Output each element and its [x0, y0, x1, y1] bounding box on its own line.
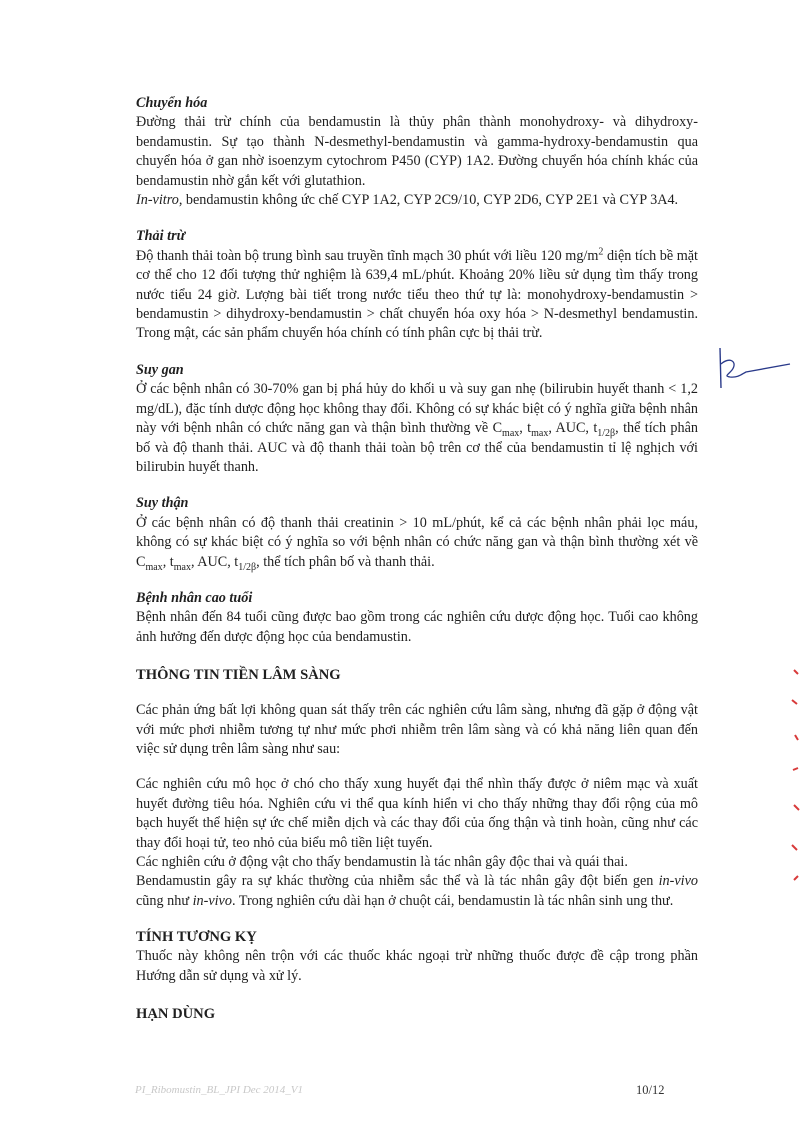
subscript-max: max	[173, 561, 191, 573]
heading-incompatibilities: TÍNH TƯƠNG KỴ	[136, 929, 257, 946]
subscript-max: max	[145, 561, 163, 573]
preclinical-paragraph-3: Các nghiên cứu ở động vật cho thấy bendamustin là tác nhân gây độc thai và quái thai.	[136, 854, 628, 870]
footer-document-code: PI_Ribomustin_BL_JPI Dec 2014_V1	[135, 1084, 304, 1096]
heading-liver-impairment: Suy gan	[136, 361, 184, 378]
preclinical-paragraph-1: Các phản ứng bất lợi không quan sát thấy trên các nghiên cứu lâm sàng, nhưng đã gặp ở động vật với mức phơi nhiễm tương tự như mức phơi nhiễm trên lâm sàng và có khả năng liên quan đến việc sử dụng trên lâm sàng như sau:	[136, 702, 698, 757]
heading-preclinical: THÔNG TIN TIỀN LÂM SÀNG	[136, 667, 341, 684]
kidney-text-2: , t	[162, 553, 174, 570]
liver-text-2: , t	[519, 420, 532, 437]
edge-stamp-marks	[776, 640, 800, 940]
elimination-paragraph	[136, 247, 698, 344]
liver-text-3: , AUC, t	[548, 420, 598, 437]
liver-text-4: , thể tích phân bố và độ thanh thải. AUC và độ thanh thải toàn bộ trên cơ thể của bendamustin tỉ lệ nghịch với bilirubin huyết thanh.	[136, 420, 698, 475]
subscript-max: max	[531, 427, 549, 439]
preclinical-text-a: Bendamustin gây ra sự khác thường của nhiễm sắc thể và là tác nhân gây đột biến gen	[136, 873, 659, 890]
liver-paragraph	[136, 380, 698, 477]
document-body	[136, 94, 698, 1024]
subscript-max: max	[502, 427, 520, 439]
heading-metabolism: Chuyển hóa	[136, 95, 208, 111]
page-number: 10/12	[636, 1083, 665, 1097]
metabolism-invitro-paragraph	[136, 191, 698, 210]
heading-kidney-impairment: Suy thận	[136, 495, 189, 512]
liver-text-1: Ở các bệnh nhân có 30-70% gan bị phá hủy do khối u và suy gan nhẹ (bilirubin huyết thanh < 1,2 mg/dL), đặc tính dược động học không thay đổi. Không có sự khác biệt có ý nghĩa giữa bệnh nhân này với bệnh nhân có chức năng gan và thận bình thường về C	[136, 381, 698, 437]
kidney-text-3: , AUC, t	[190, 553, 239, 570]
elimination-text-2: diện tích bề mặt cơ thể cho 12 đối tượng thử nghiệm là 639,4 mL/phút. Khoảng 20% liều sử dụng tìm thấy trong nước tiểu 24 giờ. Lượng bài tiết trong nước tiểu theo thứ tự là: monohydroxy-bendamustin > bendamustin > dihydroxy-bendamustin > chất chuyển hóa oxy hóa > N-desmethyl bendamustin. Trong mật, các sản phẩm chuyển hóa chính có tính phân cực bị thải trừ.	[136, 247, 699, 342]
subscript-half-life: 1/2β	[238, 561, 257, 573]
kidney-text-1: Ở các bệnh nhân có độ thanh thải creatinin > 10 mL/phút, kể cả các bệnh nhân phải lọc máu, không có sự khác biệt có ý nghĩa so với bệnh nhân có chức năng gan và thận bình thường xét về C	[136, 514, 698, 570]
elimination-text-1: Độ thanh thải toàn bộ trung bình sau truyền tĩnh mạch 30 phút với liều 120 mg/m	[136, 247, 599, 264]
invitro-text: , bendamustin không ức chế CYP 1A2, CYP 2C9/10, CYP 2D6, CYP 2E1 và CYP 3A4.	[178, 192, 679, 209]
invivo-term: in-vivo	[192, 892, 232, 909]
heading-elimination: Thải trừ	[136, 228, 186, 245]
preclinical-paragraph-4	[136, 872, 698, 911]
preclinical-text-e: . Trong nghiên cứu dài hạn ở chuột cái, bendamustin là tác nhân sinh ung thư.	[231, 892, 674, 909]
superscript: 2	[598, 246, 604, 258]
elderly-paragraph: Bệnh nhân đến 84 tuổi cũng được bao gồm trong các nghiên cứu dược động học. Tuổi cao không ảnh hưởng đến dược động học của bendamustin.	[136, 609, 698, 645]
signature-mark	[712, 344, 792, 394]
heading-elderly: Bệnh nhân cao tuổi	[136, 589, 253, 606]
preclinical-text-c: cũng như	[136, 892, 193, 909]
kidney-text-4: , thể tích phân bố và thanh thải.	[256, 553, 435, 570]
heading-shelf-life: HẠN DÙNG	[136, 1006, 216, 1023]
invitro-term: In-vitro	[136, 192, 179, 209]
kidney-paragraph	[136, 514, 698, 572]
metabolism-paragraph: Đường thải trừ chính của bendamustin là thủy phân thành monohydroxy- và dihydroxy-bendamustin. Sự tạo thành N-desmethyl-bendamustin và gamma-hydroxy-bendamustin qua chuyển hóa ở gan nhờ isoenzym cytochrom P450 (CYP) 1A2. Đường chuyển hóa chính khác của bendamustin nhờ gắn kết với glutathion.	[136, 114, 698, 189]
incompatibilities-paragraph: Thuốc này không nên trộn với các thuốc khác ngoại trừ những thuốc được đề cập trong phần Hướng dẫn sử dụng và xử lý.	[136, 948, 698, 984]
subscript-half-life: 1/2β	[597, 427, 616, 439]
preclinical-paragraph-2: Các nghiên cứu mô học ở chó cho thấy xung huyết đại thể nhìn thấy được ở niêm mạc và xuất huyết đường tiêu hóa. Nghiên cứu vi thể qua kính hiển vi cho thấy những thay đổi rộng của mô bạch huyết thể hiện sự ức chế miễn dịch và các thay đổi của ống thận và tinh hoàn, cũng như các thay đổi hoại tử, teo nhỏ của biểu mô tiền liệt tuyến.	[136, 776, 698, 851]
invivo-term: in-vivo	[658, 873, 698, 890]
